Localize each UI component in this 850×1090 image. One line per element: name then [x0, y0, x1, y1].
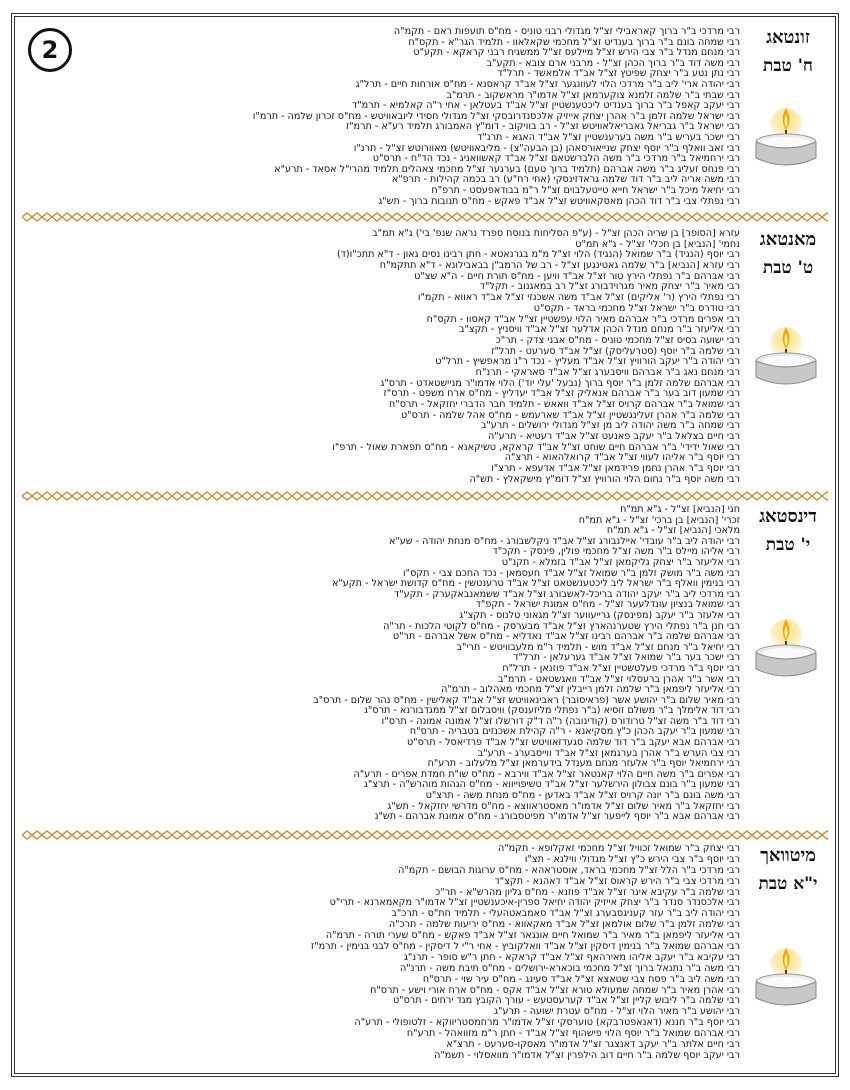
yahrzeit-entry: רבי דוד ב"ר משה זצ"ל טרודורס (קודינובה) ר"ה ד"ק דורשלו זצ"ל אמונה אמונה - תרס"ו: [381, 716, 740, 727]
yahrzeit-list: [30, 505, 740, 823]
day-header: [748, 226, 828, 278]
yahrzeit-entry: רבי יצחק ב"ר שמואל זכוויל זצ"ל מחכמי זאקלופא - תקמ"ה: [497, 844, 740, 854]
yahrzeit-entry: רבי יחזקאל ב"ר מאיר שלום זצ"ל אדמו"ר מאסטראווצא - מח"ס מדרשי יחזקאל - תש"ג: [387, 801, 740, 812]
yahrzeit-entry: רבי עקיבא ב"ר יעקב אליהו מאירהאף זצ"ל אב"ד קראקא - חתן ר"ש סופר - תרנ"ג: [403, 952, 740, 963]
yahrzeit-entry: רבי צבי הערש ב"ר אהרן בערגמאן זצ"ל אב"ד ווייסבערג - תרע"ב: [477, 748, 740, 759]
yahrzeit-entry: רבי אברהם שלמה זלמן ב"ר יוסף ברוך (נבעל 'עלי יוד') הלוי אדמו"ר מניישטאדט - תרס"ג: [380, 378, 740, 389]
yahrzeit-entry: רבי שמואל ב"ר אברהם קרויס זצ"ל אב"ד וואאש - תלמיד חבר הדברי יחזקאל - תרס"ח: [389, 400, 740, 410]
yahrzeit-entry: רבי אברהם אבא יעקב ב"ר דוד שלמה סגעדזאוויטש זצ"ל אב"ד פרדיאסל - תרס"ט: [406, 738, 740, 749]
yahrzeit-entry: רבי אליעזר ליפמאן ב"ר שלמה זלמן רייבלין זצ"ל מחכמי מאהלוב - תרמ"ה: [441, 685, 740, 696]
yahrzeit-entry: רבי שמואל בנציון עונדלעער זצ"ל - מח"ס אמונת ישראל - תקפ"ד: [475, 600, 740, 611]
yahrzeit-entry: רבי מרדכי ב"ר הלל זצ"ל מחכמי בראד, אוסטראהא - מח"ס ערוגות הבושם - תקמ"ה: [398, 865, 740, 876]
yahrzeit-entry: מלאכי [הנביא] זצ"ל - ג"א תמ"ח: [606, 526, 740, 537]
yahrzeit-entry: רבי בנימין וואלף ב"ר ישראל ליב ליכטענשטאט זצ"ל אב"ד טרענטשין - מח"ס קדושת ישראל - תקע"א: [331, 579, 740, 590]
yahrzeit-entry: רבי יוסף ב"ר מרדכי פעלטשטיין זצ"ל אב"ד פוזנאן - תרל"ח: [502, 663, 740, 674]
yahrzeit-entry: רבי משה ב"ר נתנאל ברוך זצ"ל מחכמי בוכארא-ירושלים - מח"ס תיבת משה - תרנ"ה: [399, 963, 740, 974]
yahrzeit-list: [30, 27, 740, 207]
yahrzeit-entry: זכרי' [הנביא] בן ברכי' זצ"ל - ג"א תמ"ח: [578, 515, 740, 526]
yahrzeit-entry: רבי ירחמיאל ב"ר מרדכי ב"ר משה הלברשטאם זצ"ל אב"ד קאשוואניג - נכד הד"ח - תרס"ט: [372, 154, 740, 165]
day-section-tuesday: [22, 503, 828, 823]
memorial-candle-icon: [750, 321, 822, 391]
weekday-label: מאנטאג: [759, 229, 817, 250]
yahrzeit-entry: רבי ישכר בעריש ב"ר משה בערענשטיין זצ"ל אב"ד האגא - תרנ"ד: [477, 132, 740, 143]
yahrzeit-entry: רבי שאול ידידי' ב"ר אברהם חיים שוחט זצ"ל אב"ד קראקא, טשיקאנא - מח"ס תפארת שאול - תרפ"ו: [332, 442, 740, 453]
day-header: [748, 503, 828, 555]
yahrzeit-entry: רבי יעקב יוסף שלמה ב"ר חיים דוב הילפרין זצ"ל אדמו"ר מוואסלוי - תשמ"ה: [434, 1050, 740, 1061]
weekday-label: דינסטאג: [759, 506, 817, 527]
yahrzeit-entry: רבי שלמה ב"ר עקיבא איגר זצ"ל אב"ד פוזנא - מח"ס גליון מהרש"א - תר"כ: [435, 887, 740, 898]
yahrzeit-entry: רבי שלמה ב"ר אהרן זעלינגשטיין זצ"ל אב"ד שארעמש - מח"ס אהל שלמה - תרס"ט: [400, 410, 740, 421]
day-section-wednesday: [22, 842, 828, 1068]
yahrzeit-entry: נחמי' [הנביא] בן חכלי' זצ"ל - ג"א תמ"ט: [575, 239, 740, 250]
yahrzeit-entry: רבי אפרים ב"ר משה חיים הלוי קאנטאר זצ"ל אב"ד ווירבא - מח"ס שו"ת חמדת אפרים - תרע"ה: [353, 769, 740, 780]
weekday-label: זונטאג: [766, 27, 810, 48]
yahrzeit-entry: רבי זאב וואלף ב"ר יוסף יצחק שנייאורסאהן (בן הבעה"צ) - מליבאוויטש) מאוורוטש זצ"ל - תרנ"ו: [353, 143, 740, 154]
section-divider: [22, 491, 828, 501]
yahrzeit-entry: רבי יוסף ב"ר אהרן נחמן פרידמאן זצ"ל אב"ד אדעפא - תרצ"ו: [491, 464, 740, 475]
day-header: [748, 24, 828, 76]
yahrzeit-entry: רבי אליעזר ב"ר יצחק גליקמאן זצ"ל אב"ד בזמלא - תקנ"ט: [501, 557, 740, 568]
yahrzeit-entry: רבי מאיר ב"ר יצחק מאיר מגרוידבורג זצ"ל רב במאגנוב - תקל"ד: [479, 282, 740, 293]
yahrzeit-entry: רבי יהודה ליב ב"ר עזר קעניגסבערג זצ"ל אב"ד סאמבאטהעלי - תלמיד חת"ס - תרכ"ב: [391, 909, 740, 920]
day-section-monday: [22, 226, 828, 491]
yahrzeit-entry: רבי אברהם שמואל ב"ר יוסף הלוי פישהוף זצ"ל אב"ד - חתן ר"מ מזוואהל - תרע"ח: [406, 1029, 740, 1040]
day-header: [748, 842, 828, 894]
section-divider: [22, 212, 828, 222]
yahrzeit-entry: רבי אליעזר ליפמאן ב"ר מאיר ב"ר שמואל חיים אונגאר זצ"ל אב"ד פאקש - מח"ס שערי תורה - תרמ"ה: [325, 931, 740, 942]
yahrzeit-entry: רבי אפרים מרדכי ב"ר אברהם מאיר הלוי עפשטיין זצ"ל אב"ד קאסוו - תקס"ח: [426, 314, 740, 325]
yahrzeit-entry: עזרא [הסופר] בן שריה הכהן זצ"ל - (ע"פ הסליחות בנוסח ספרד נראה שנפ' בי') ג"א תמ"ב: [372, 229, 740, 239]
yahrzeit-entry: רבי שמעון ב"ר יעקב הכהן כ"ץ מסקיאנא - ר"ה קהילת אשכנזים בטבריה - תרס"ח: [409, 727, 740, 738]
yahrzeit-entry: רבי מרדכי ליב ב"ר יעקב יהודה בריכל-לאשבורג זצ"ל אב"ד ששמאנבאקערק - תקע"ד: [394, 589, 740, 600]
yahrzeit-entry: רבי יוסף ב"ר חננא (דאנאפטרבקא) טוערסקי זצ"ל אדמו"ר מרחמסטריווקא - זלטופולי - תרע"ה: [354, 1018, 740, 1029]
yahrzeit-entry: חגי [הנביא] זצ"ל - ג"א תמ"ח: [620, 505, 740, 515]
memorial-candle-icon: [750, 102, 822, 172]
yahrzeit-entry: רבי אברהם ב"ר נפתלי הירץ טור זצ"ל אב"ד וויען - מח"ס תורת חיים - ה"א שצ"ט: [414, 271, 740, 282]
yahrzeit-entry: רבי שלמה ב"ר יוסף (סטרעליסק) זצ"ל אב"ד סערעט - תרל"ז: [491, 346, 740, 357]
yahrzeit-entry: רבי יחיאל ב"ר מנחם זצ"ל אב"ד מוש - תלמיד ר"מ מלעבוויטש - תרי"ב: [456, 642, 740, 653]
yahrzeit-entry: רבי ישראל ב"ר גבריאל גאבריאלאוויטש זצ"ל - רב בוויקוב - דומ"ץ האמבורג תלמיד רע"א - תרמ"ז: [345, 122, 740, 133]
yahrzeit-entry: רבי טודרס ב"ר ישראל זצ"ל מחכמי בראד - תקס"ט: [533, 303, 740, 314]
yahrzeit-entry: רבי אברהם שמואל ב"ר בנימין דיסקין זצ"ל אב"ד וואלקוביץ - אחי ר"י ל דיסקין - מח"ס לבני בנימין - תרמ"ז: [310, 942, 740, 953]
hebrew-date: ט' טבת: [762, 258, 814, 278]
yahrzeit-entry: רבי שמעון דוב בער ב"ר אברהם אנאליק זצ"ל אב"ד יעדליץ - מח"ס ארח משפט - תרס"ז: [383, 389, 740, 400]
yahrzeit-entry: רבי ישועה בסיס זצ"ל מחכמי טוניס - מח"ס אבני צדק - תר"כ: [495, 335, 740, 346]
yahrzeit-entry: רבי אברהם אבא ב"ר יוסף לייפער זצ"ל אדמו"ר מפיטסבורג - מח"ס אמונת אברהם - תש"נ: [374, 812, 740, 823]
yahrzeit-entry: רבי יעקב קאפל ב"ר ברוך בענדיט ליכטענשטיין זצ"ל אב"ד בעטלאן - אחי ר"ה קאלמיא - תרמ"ד: [352, 101, 740, 112]
yahrzeit-entry: רבי אליהו מיילס ב"ר משה זצ"ל מחכמי פולין, פינסק - תקכ"ד: [492, 547, 740, 558]
yahrzeit-entry: רבי מרדכי צבי ב"ר הירש קראוס זצ"ל אב"ד דאהנא - תקצ"ד: [494, 876, 740, 887]
hebrew-date: י"א טבת: [758, 874, 818, 894]
yahrzeit-entry: רבי אלכסנדר סנדר ב"ר יצחק אייזיק יהודה יחיאל ספרין-איכענשטיין זצ"ל אדמו"ר מקאמארנא - תרי"ט: [329, 898, 740, 909]
yahrzeit-entry: רבי משה בונם ב"ר יונה קרויס זצ"ל אב"ד באדען - מח"ס מנחת משה - תרצ"ט: [425, 791, 740, 802]
yahrzeit-entry: רבי שלמה ב"ר ליבוש קליין זצ"ל אב"ד קערעסטעש - עורך הקובץ מגד ירחים - תרס"ט: [392, 996, 740, 1007]
yahrzeit-entry: רבי יוסף ב"ר אליהו לעווי זצ"ל אב"ד קרואלהאוא - תרצ"ה: [504, 453, 740, 464]
yahrzeit-entry: רבי יחיאל מיכל ב"ר ישראל חייא טייטעלבוים זצ"ל ר"מ בבודאפעסט - תרפ"ח: [431, 185, 740, 196]
yahrzeit-entry: רבי עזרא [הנביא] ב"ר שלמה גאטינגען זצ"ל - רב של הרמב"ן בבאבילונא - ד"א תתקמ"ח: [379, 261, 740, 272]
yahrzeit-entry: רבי חיים בצלאל ב"ר יעקב פאנעט זצ"ל אב"ד רעטיא - תרע"ה: [488, 432, 740, 443]
yahrzeit-entry: רבי ירחמיאל יוסף ב"ר אלעזר מנחם מענדל בידערמאן זצ"ל מלעלוב - תרע"ח: [427, 759, 740, 770]
yahrzeit-entry: רבי נתן נטע ב"ר יצחק שפיטץ זצ"ל אב"ד אלמאשד - תרל"ד: [497, 69, 740, 80]
yahrzeit-entry: רבי יהודה ליב ב"ר עובדי' איילנבורג זצ"ל אב"ד ניקלשבורג - מח"ס מנחת יהודה - שע"א: [388, 536, 740, 547]
yahrzeit-entry: רבי משה דוד ב"ר ברוך הכהן זצ"ל - מרבני ארם צובא - תקע"ב: [486, 58, 740, 69]
page-number: 2: [41, 36, 59, 64]
yahrzeit-entry: רבי חנן ב"ר נפתלי הירץ שטערנהארץ זצ"ל אב"ד מבערסק - מח"ס לקוטי הלכות - תר"ה: [383, 621, 740, 632]
yahrzeit-entry: רבי משה יוסף ב"ר נחום הלוי הורוויץ זצ"ל דומ"ץ מישקאלץ - תש"ה: [469, 474, 740, 485]
hebrew-date: ח' טבת: [762, 56, 813, 76]
yahrzeit-entry: רבי אשר ב"ר אהרן ברעסלוי זצ"ל אב"ד וואגשטאט - תרמ"ב: [497, 674, 740, 685]
yahrzeit-entry: רבי שבתי ב"ר שלמה זלמנא צוקערמאן זצ"ל אדמו"ר מראשקוב - תרמ"ב: [446, 90, 740, 101]
yahrzeit-entry: רבי אברהם שלמה ב"ר אברהם רבינו זצ"ל אב"ד נאדליא - מח"ס אשל אברהם - תר"ט: [392, 632, 740, 643]
yahrzeit-list: [30, 844, 740, 1062]
day-section-sunday: [22, 24, 828, 209]
yahrzeit-entry: רבי מנחם מנדל ב"ר צבי הירש זצ"ל מיילעס זצ"ל ממשגיח רבני קראקא - תקע"ט: [413, 48, 740, 59]
yahrzeit-entry: רבי אלעזר ב"ר יעקב (מפינסק) גרייעווער זצ"ל מגאוני טלנוס - תקצ"ג: [459, 610, 740, 621]
yahrzeit-entry: רבי מנחם נאג ב"ר אברהם וויסבערג זצ"ל אב"ד סאראקי - תרנ"ח: [475, 367, 740, 378]
yahrzeit-entry: רבי מאיר שלום ב"ר יהושע אשר (פראיסובר) ראבינאוויטש זצ"ל אב"ד קאלישין - מח"ס נהר שלום - תרס"ב: [313, 695, 740, 706]
weekday-label: מיטוואך: [760, 845, 816, 866]
yahrzeit-entry: רבי פנחס זעליג ב"ר משה אברהם (תלמיד ברוך טעם) בערגער זצ"ל מחכמי צאהלים תלמיד מהרי"ל אסאד - תרע"א: [274, 164, 740, 175]
memorial-candle-icon: [750, 613, 822, 683]
hebrew-date: י' טבת: [765, 535, 811, 555]
yahrzeit-entry: רבי יהודה ב"ר יעקב הורוויץ זצ"ל אב"ד מעליץ - נכד ר"נ מראפשיץ - תרל"ט: [435, 357, 740, 368]
yahrzeit-entry: רבי שמחה ב"ר משה יהודה ליב מן זצ"ל מגדולי ירושלים - תרע"ב: [480, 421, 740, 432]
yahrzeit-entry: רבי שלמה זלמן ב"ר שלום אולמאן זצ"ל אב"ד מאקאווא - מח"ס יריעות שלמה - תרכ"ה: [388, 920, 740, 931]
yahrzeit-entry: רבי משה אריה ליב ב"ר דוד שלמה גראדזינסקי (אחי רח"ע) רב בכמה קהילות - תרפ"א: [391, 175, 740, 186]
yahrzeit-entry: רבי דוד אלימלך ב"ר משולם זוסיא (ב"ר נפתלי מליזענסק) וויסבלום זצ"ל ממגדבורנא - תרס"ג: [363, 706, 740, 717]
yahrzeit-entry: רבי יהושע ב"ר מאיר הלוי זצ"ל - מח"ס עטרת ישועה - תרע"ג: [494, 1007, 740, 1018]
yahrzeit-entry: רבי אליעזר ב"ר מנחם מנדל הכהן אדלער זצ"ל אב"ד וויסניץ - תקצ"ב: [458, 325, 740, 336]
yahrzeit-entry: רבי מרדכי ב"ר ברוך קאראבילי זצ"ל מגדולי רבני טוניס - מח"ס תועפות ראם - תקמ"ה: [393, 27, 740, 37]
yahrzeit-entry: רבי אהרן מאיר ב"ר שמחה שמעולא טורא זצ"ל אב"ד אקס - מח"ס ארח אורי וישע - תרס"ח: [370, 985, 740, 996]
yahrzeit-entry: רבי יוסף (הנגיד) ב"ר שמואל (הנגיד) הלוי זצ"ל מ"מ בגרנאטא - חתן רבינו נסים גאון - ד"א תתכ"ו(ד): [336, 250, 740, 261]
yahrzeit-entry: רבי שמחה בונם ב"ר ברוך בענדיט זצ"ל מחכמי שקאלאוו - תלמיד הגר"א - תקס"ח: [408, 37, 740, 48]
yahrzeit-entry: רבי חיים אלתר ב"ר יעקב דאנצגר זצ"ל אדמו"ר מאסקו-סערעט - תרצ"א: [446, 1040, 740, 1051]
section-divider: [22, 830, 828, 840]
yahrzeit-entry: רבי ישכר בער ב"ר שמואל זצ"ל אב"ד גערעלאן - תרל"ד: [513, 653, 740, 664]
yahrzeit-entry: רבי משה ליב ב"ר פסח צבי שטאצא זצ"ל אב"ד סעינג - מח"ס עיר שוי - תרס"ח: [422, 974, 740, 985]
yahrzeit-entry: רבי נפתלי צבי ב"ר דוד הכהן מאסקאוויטש זצ"ל אב"ד פאקש - מח"ס תנובות ברוך - תש"ג: [378, 196, 740, 207]
memorial-candle-icon: [750, 942, 822, 1012]
yahrzeit-entry: רבי יהודה ארי' ליב ב"ר מרדכי הלוי לעוונגער זצ"ל אב"ד קראסנא - מח"ס אורחות חיים - תרל"ג: [355, 79, 740, 90]
yahrzeit-list: [30, 229, 740, 486]
yahrzeit-entry: רבי שמעון ב"ר בונם צבולון הירשלער זצ"ל אב"ד טשיפוייווא - מח"ס הגהות מוהרש"ה - תרצ"ג: [363, 780, 740, 791]
yahrzeit-entry: רבי ישראל שלמה זלמן ב"ר אהרן יצחק אייזיק אלכסנדרובסקי זצ"ל מגדולי חסידי ליובאוויטש - מח"ס זכרון שלמה - תרמ"ו: [252, 111, 740, 122]
yahrzeit-entry: רבי משה ב"ר מושק זלמן ב"ר שמואל זצ"ל אב"ד חעסמאן - נכד החכם צבי - תקס"ו: [403, 568, 740, 579]
yahrzeit-entry: רבי נפתלי הירץ (ר' אליקים) זצ"ל אב"ד משה אשכנזי זצ"ל אב"ד ראווא - תקמ"ו: [417, 293, 740, 304]
yahrzeit-entry: רבי יוסף ב"ר צבי הירש כ"ץ זצ"ל מגדולי ווילנא - תצ"ו: [524, 854, 740, 865]
